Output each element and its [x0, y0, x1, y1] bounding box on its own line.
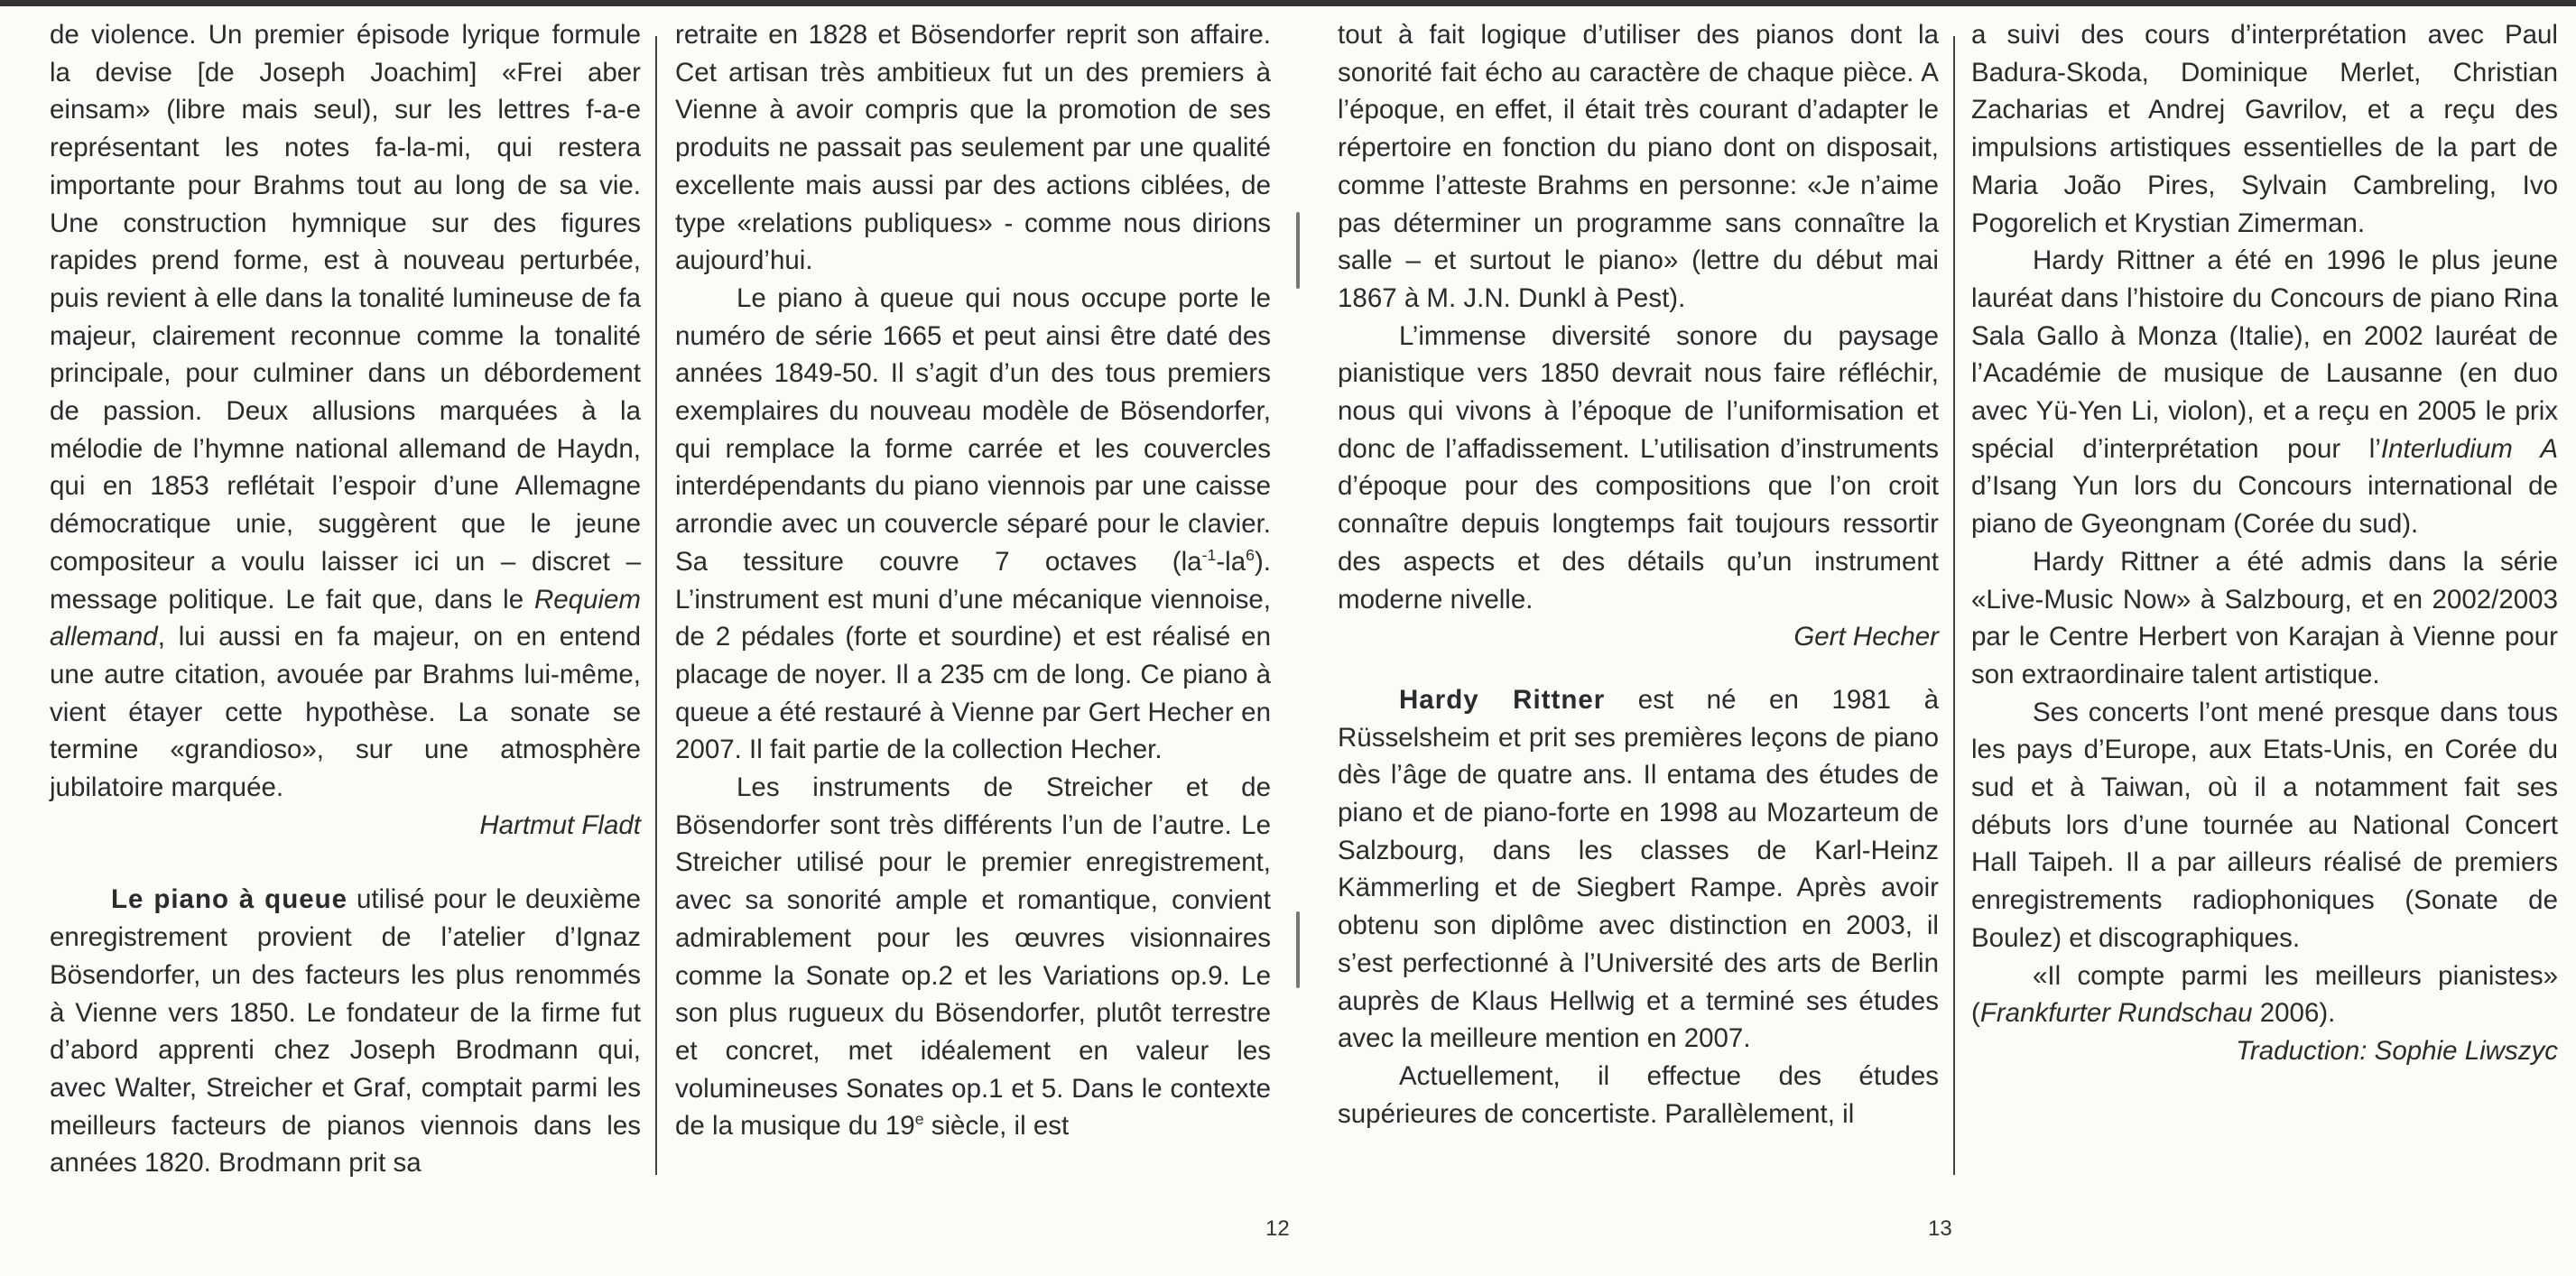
superscript: 6: [1246, 546, 1255, 565]
superscript: -1: [1201, 546, 1217, 565]
text-run: a suivi des cours d’interprétation avec Paul Badura-Skoda, Dominique Merlet, Christian Zacharias et Andrej Gavrilov, et a reçu des impulsions artistiques essentielles de la part de Maria João Pires, Sylvain Cambreling, Ivo Pogorelich et Krystian Zimerman.: [1971, 20, 2558, 238]
text-run: ). L’instrument est muni d’une mécanique viennoise, de 2 pédales (forte et sourdine) et est réalisé en placage de noyer. Il a 235 cm de long. Ce piano à queue a été restauré à Vienne par Gert Hecher en 2007. Il fait partie de la collection Hecher.: [675, 546, 1271, 765]
paragraph: [1971, 694, 2558, 957]
author-signature: [50, 807, 641, 845]
author-signature: [1338, 618, 1939, 656]
page-13-column-1: [1338, 16, 1939, 1133]
paragraph: [675, 280, 1271, 769]
binding-staple: [1296, 212, 1300, 289]
text-run: Hartmut Fladt: [479, 809, 641, 840]
paragraph: [675, 769, 1271, 1145]
text-run: Les instruments de Streicher et de Bösendorfer sont très différents l’un de l’autre. Le Streicher utilisé pour le premier enregistrement, avec sa sonorité ample et romantique, convient admirablement pour les œuvres visionnaires comme la Sonate op.2 et les Variations op.9. Le son plus rugueux du Bösendorfer, plutôt terrestre et concret, met idéalement en valeur les volumineuses Sonates op.1 et 5. Dans le contexte de la musique du 19: [675, 772, 1271, 1142]
italic-text: Frankfurter Rundschau: [1979, 998, 2253, 1029]
paragraph: [50, 881, 641, 1182]
column-divider: [655, 36, 657, 1175]
text-run: -la: [1216, 546, 1246, 577]
text-run: «Il compte parmi les meilleurs pianistes» (: [1971, 960, 2558, 1029]
text-run: Le piano à queue qui nous occupe porte le numéro de série 1665 et peut ainsi être daté des années 1849-50. Il s’agit d’un des tous premiers exemplaires du nouveau modèle de Bösendorfer, qui remplace la forme carrée et les couvercles interdépendants du piano viennois par une caisse arrondie avec un couvercle séparé pour le clavier. Sa tessiture couvre 7 octaves (la: [675, 282, 1271, 577]
text-run: Traduction: Sophie Liwszyc: [2236, 1035, 2558, 1066]
text-run: L’immense diversité sonore du paysage pianistique vers 1850 devrait nous faire réfléchir, nous qui vivons à l’époque de l’uniformisation et donc de l’affadissement. L’utilisation d’instruments d’époque pour des compositions que l’on croit connaître depuis longtemps fait toujours ressortir des aspects et des détails qu’un instrument moderne nivelle.: [1338, 320, 1939, 615]
text-run: Ses concerts l’ont mené presque dans tous les pays d’Europe, aux Etats-Unis, en Corée du sud et à Taiwan, où il a notamment fait ses débuts lors d’une tournée au National Concert Hall Taipeh. Il a par ailleurs réalisé de premiers enregistrements radiophoniques (Sonate de Boulez) et discographiques.: [1971, 697, 2558, 953]
text-run: 2006).: [2252, 998, 2336, 1029]
text-run: d’Isang Yun lors du Concours international de piano de Gyeongnam (Corée du sud).: [1971, 471, 2558, 540]
text-run: est né en 1981 à Rüsselsheim et prit ses premières leçons de piano dès l’âge de quatre ans. Il entama des études de piano et de piano-forte en 1998 au Mozarteum de Salzbourg, dans les classes de Karl-Heinz Kämmerling et de Siegbert Rampe. Après avoir obtenu son diplôme avec distinction en 2003, il s’est perfectionné à l’Université des arts de Berlin auprès de Klaus Hellwig et a terminé ses études avec la meilleure mention en 2007.: [1338, 684, 1939, 1054]
paragraph: [1971, 16, 2558, 242]
author-signature: [1971, 1032, 2558, 1070]
text-run: tout à fait logique d’utiliser des pianos dont la sonorité fait écho au caractère de chaque pièce. A l’époque, en effet, il était très courant d’adapter le répertoire en fonction du piano dont on disposait, comme l’atteste Brahms en personne: «Je n’aime pas déterminer un programme sans connaître la salle – et surtout le piano» (lettre du début mai 1867 à M. J.N. Dunkl à Pest).: [1338, 20, 1939, 313]
column-divider: [1953, 36, 1955, 1175]
paragraph: [675, 16, 1271, 280]
page-number-right: 13: [1928, 1216, 1952, 1241]
text-run: retraite en 1828 et Bösendorfer reprit son affaire. Cet artisan très ambitieux fut un des premiers à Vienne à avoir compris que la promotion de ses produits ne passait pas seulement par une qualité excellente mais aussi par des actions ciblées, de type «relations publiques» - comme nous dirions aujourd’hui.: [675, 20, 1271, 276]
paragraph: [1971, 242, 2558, 543]
text-run: de violence. Un premier épisode lyrique formule la devise [de Joseph Joachim] «Frei aber einsam» (libre mais seul), sur les lettres f-a-e représentant les notes fa-la-mi, qui restera importante pour Brahms tout au long de sa vie. Une construction hymnique sur des figures rapides prend forme, est à nouveau perturbée, puis revient à elle dans la tonalité lumineuse de fa majeur, clairement reconnue comme la tonalité principale, pour culminer dans un débordement de passion. Deux allusions marquées à la mélodie de l’hymne national allemand de Haydn, qui en 1853 reflétait l’espoir d’une Allemagne démocratique unie, suggèrent que le jeune compositeur a voulu laisser ici un – discret – message politique. Le fait que, dans le: [50, 20, 641, 615]
paragraph: [1971, 543, 2558, 694]
superscript: e: [914, 1110, 924, 1129]
italic-text: Interludium A: [2380, 433, 2558, 464]
page-13-column-2: [1971, 16, 2558, 1070]
paragraph: [1338, 1058, 1939, 1133]
text-run: Gert Hecher: [1793, 622, 1939, 652]
text-run: siècle, il est: [923, 1111, 1070, 1142]
text-run: Hardy Rittner a été en 1996 le plus jeune lauréat dans l’histoire du Concours de piano Rina Sala Gallo à Monza (Italie), en 2002 lauréat de l’Académie de musique de Lausanne (en duo avec Yü-Yen Li, violon), et a reçu en 2005 le prix spécial d’interprétation pour l’: [1971, 245, 2558, 464]
scan-edge: [0, 0, 2576, 6]
text-run: Hardy Rittner a été admis dans la série «Live-Music Now» à Salzbourg, et en 2002/2003 par le Centre Herbert von Karajan à Vienne pour son extraordinaire talent artistique.: [1971, 546, 2558, 689]
text-run: Actuellement, il effectue des études supérieures de concertiste. Parallèlement, il: [1338, 1060, 1939, 1129]
paragraph: [1338, 16, 1939, 318]
italic-text: Requiem allemand: [50, 584, 641, 652]
page-12-column-1: [50, 16, 641, 1182]
paragraph: [1971, 957, 2558, 1032]
page-12-column-2: [675, 16, 1271, 1145]
text-run: , lui aussi en fa majeur, on en entend une autre citation, avouée par Brahms lui-même, vient étayer cette hypothèse. La sonate se termine «grandioso», sur une atmosphère jubilatoire marquée.: [50, 622, 641, 803]
paragraph: [50, 16, 641, 807]
page-number-left: 12: [1265, 1216, 1290, 1241]
paragraph: [1338, 681, 1939, 1058]
text-run: utilisé pour le deuxième enregistrement provient de l’atelier d’Ignaz Bösendorfer, un des facteurs les plus renommés à Vienne vers 1850. Le fondateur de la firme fut d’abord apprenti chez Joseph Brodmann qui, avec Walter, Streicher et Graf, comptait parmi les meilleurs facteurs de pianos viennois dans les années 1820. Brodmann prit sa: [50, 884, 641, 1179]
bold-lead-text: Le piano à queue: [111, 884, 348, 915]
binding-staple: [1296, 911, 1300, 988]
bold-lead-text: Hardy Rittner: [1399, 684, 1606, 715]
paragraph: [1338, 318, 1939, 619]
